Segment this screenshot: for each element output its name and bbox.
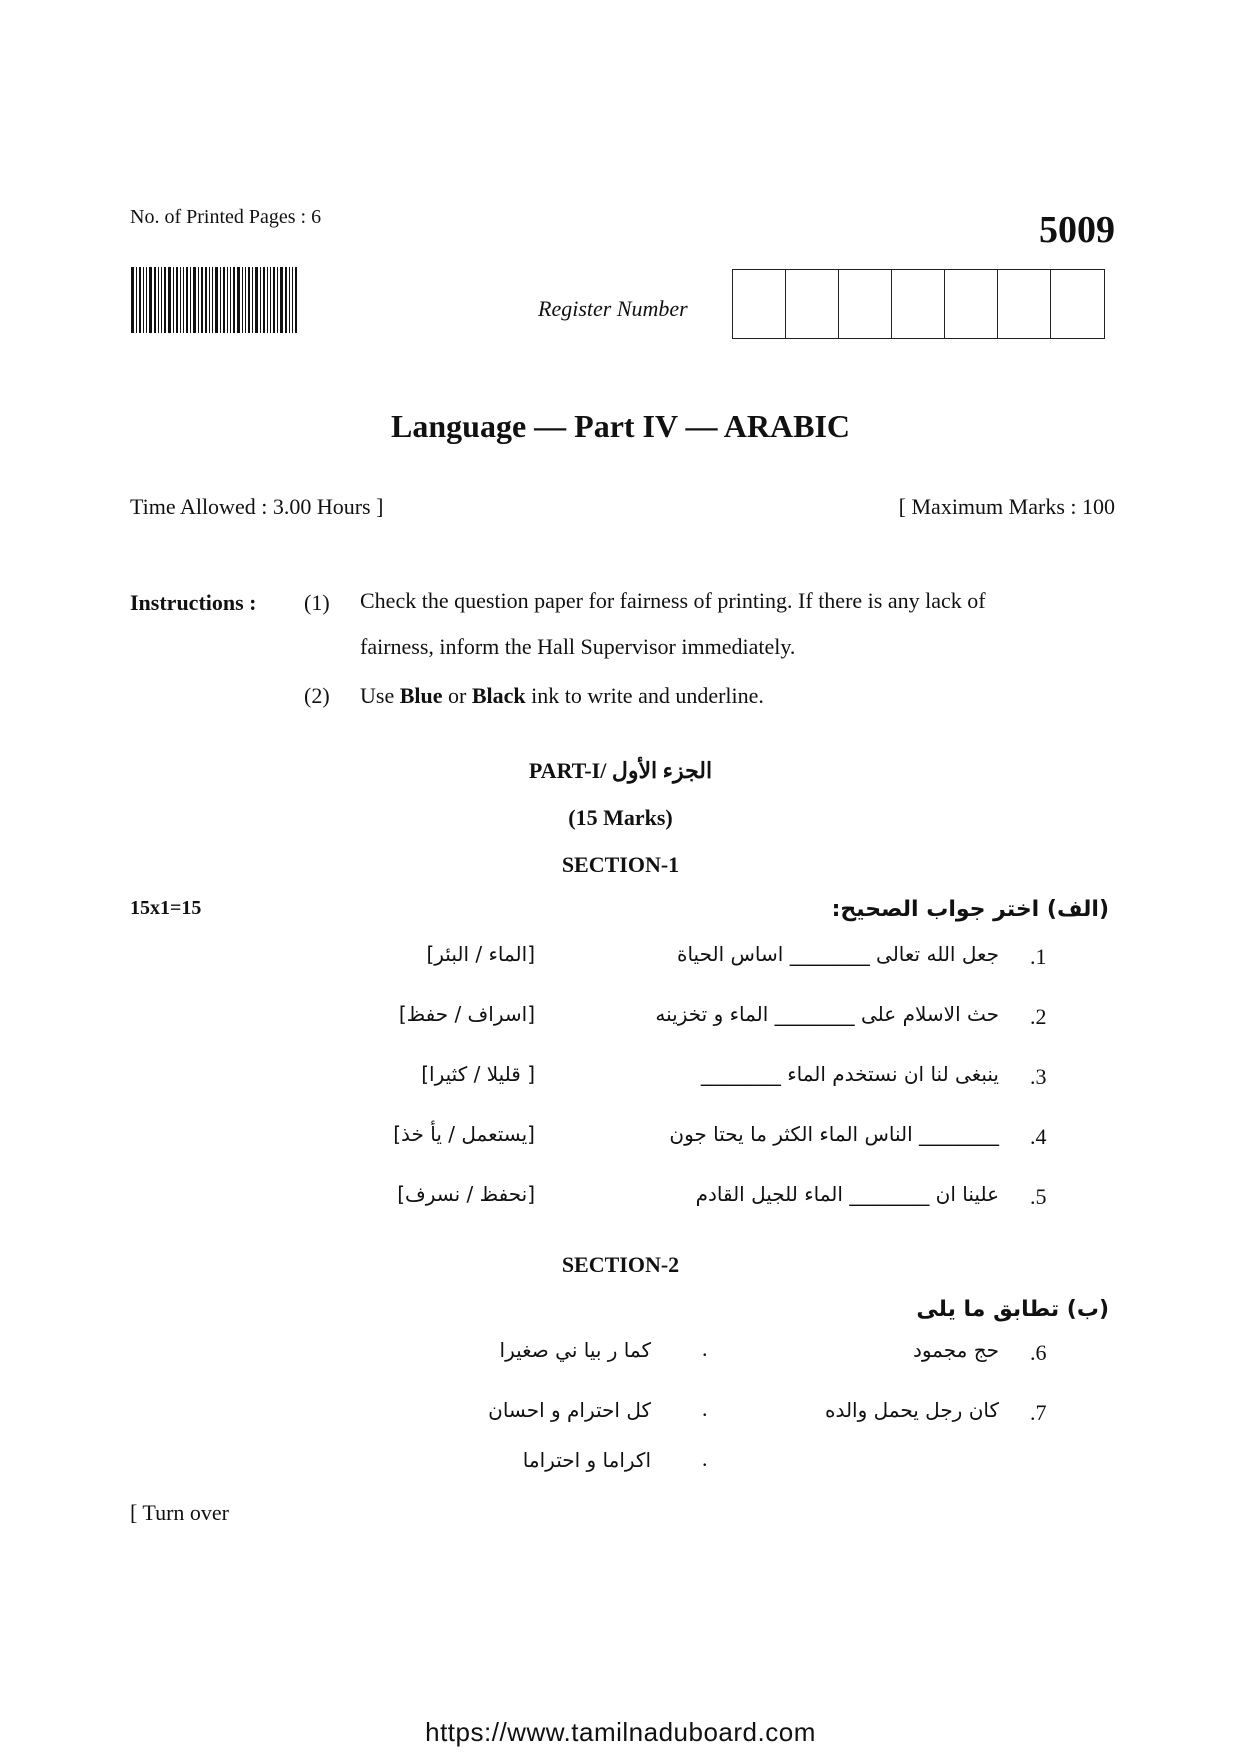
register-box[interactable] [945,270,998,338]
barcode [131,267,345,333]
question-text: حث الاسلام على ________ الماء و تخزينه [655,1002,999,1026]
exam-title: Language — Part IV — ARABIC [391,408,850,444]
question-number: .5 [1030,1184,1047,1209]
section-2-heading: SECTION-2 [561,1252,680,1277]
instruction-line: fairness, inform the Hall Supervisor immediately. [360,634,796,659]
register-box[interactable] [786,270,839,338]
question-options: [الماء / البئر] [426,942,535,966]
instructions-label: Instructions : [130,590,257,615]
match-number: .6 [1030,1340,1047,1365]
instruction-text: Use Blue or Black ink to write and underline. [360,683,764,708]
question-text: ________ الناس الماء الكثر ما يحتا جون [669,1122,999,1146]
register-box[interactable] [839,270,892,338]
register-number-boxes[interactable] [732,269,1105,339]
register-box[interactable] [733,270,786,338]
turn-over-note: [ Turn over [130,1500,230,1525]
register-number-label: Register Number [538,296,688,321]
register-box[interactable] [1051,270,1104,338]
match-dot: . [702,1336,708,1361]
question-number: .1 [1030,944,1047,969]
part-marks: (15 Marks) [568,805,673,830]
question-number: .2 [1030,1004,1047,1029]
paper-code: 5009 [1039,209,1115,251]
match-dot: . [702,1446,708,1471]
part-heading: PART-I/ الجزء الأول [528,758,713,783]
match-left-item: حج مجمود [912,1338,999,1362]
subheading-match: (ب) تطابق ما يلى [916,1297,1109,1322]
footer-url[interactable]: https://www.tamilnaduboard.com [425,1717,816,1747]
question-text: جعل الله تعالى ________ اساس الحياة [676,942,999,966]
match-right-item: اكراما و احتراما [522,1448,651,1472]
match-dot: . [702,1396,708,1421]
question-options: [اسراف / حفظ] [398,1002,535,1026]
register-box[interactable] [892,270,945,338]
question-number: .3 [1030,1064,1047,1089]
match-left-item: كان رجل يحمل والده [824,1398,999,1422]
match-number: .7 [1030,1400,1047,1425]
question-text: علينا ان ________ الماء للجيل القادم [695,1182,999,1206]
question-options: [ قليلا / كثيرا] [421,1062,535,1086]
time-allowed: Time Allowed : 3.00 Hours ] [130,494,384,519]
register-box[interactable] [998,270,1051,338]
match-right-item: كل احترام و احسان [488,1398,651,1422]
question-number: .4 [1030,1124,1047,1149]
instruction-text [360,578,1120,670]
printed-pages-count: No. of Printed Pages : 6 [130,206,322,228]
instruction-number: (1) [304,590,330,615]
marks-calculation: 15x1=15 [130,897,202,919]
subheading-choose-answer: (الف) اختر جواب الصحيح: [831,897,1109,922]
instruction-line: Check the question paper for fairness of printing. If there is any lack of [360,588,986,613]
question-text: ينبغى لنا ان نستخدم الماء ________ [700,1062,999,1086]
question-options: [نحفظ / نسرف] [397,1182,535,1206]
match-right-item: كما ر بيا ني صغيرا [499,1338,651,1362]
question-options: [يستعمل / يأ خذ] [393,1122,535,1146]
maximum-marks: [ Maximum Marks : 100 [898,494,1115,519]
instruction-number: (2) [304,683,330,708]
section-1-heading: SECTION-1 [561,852,680,877]
